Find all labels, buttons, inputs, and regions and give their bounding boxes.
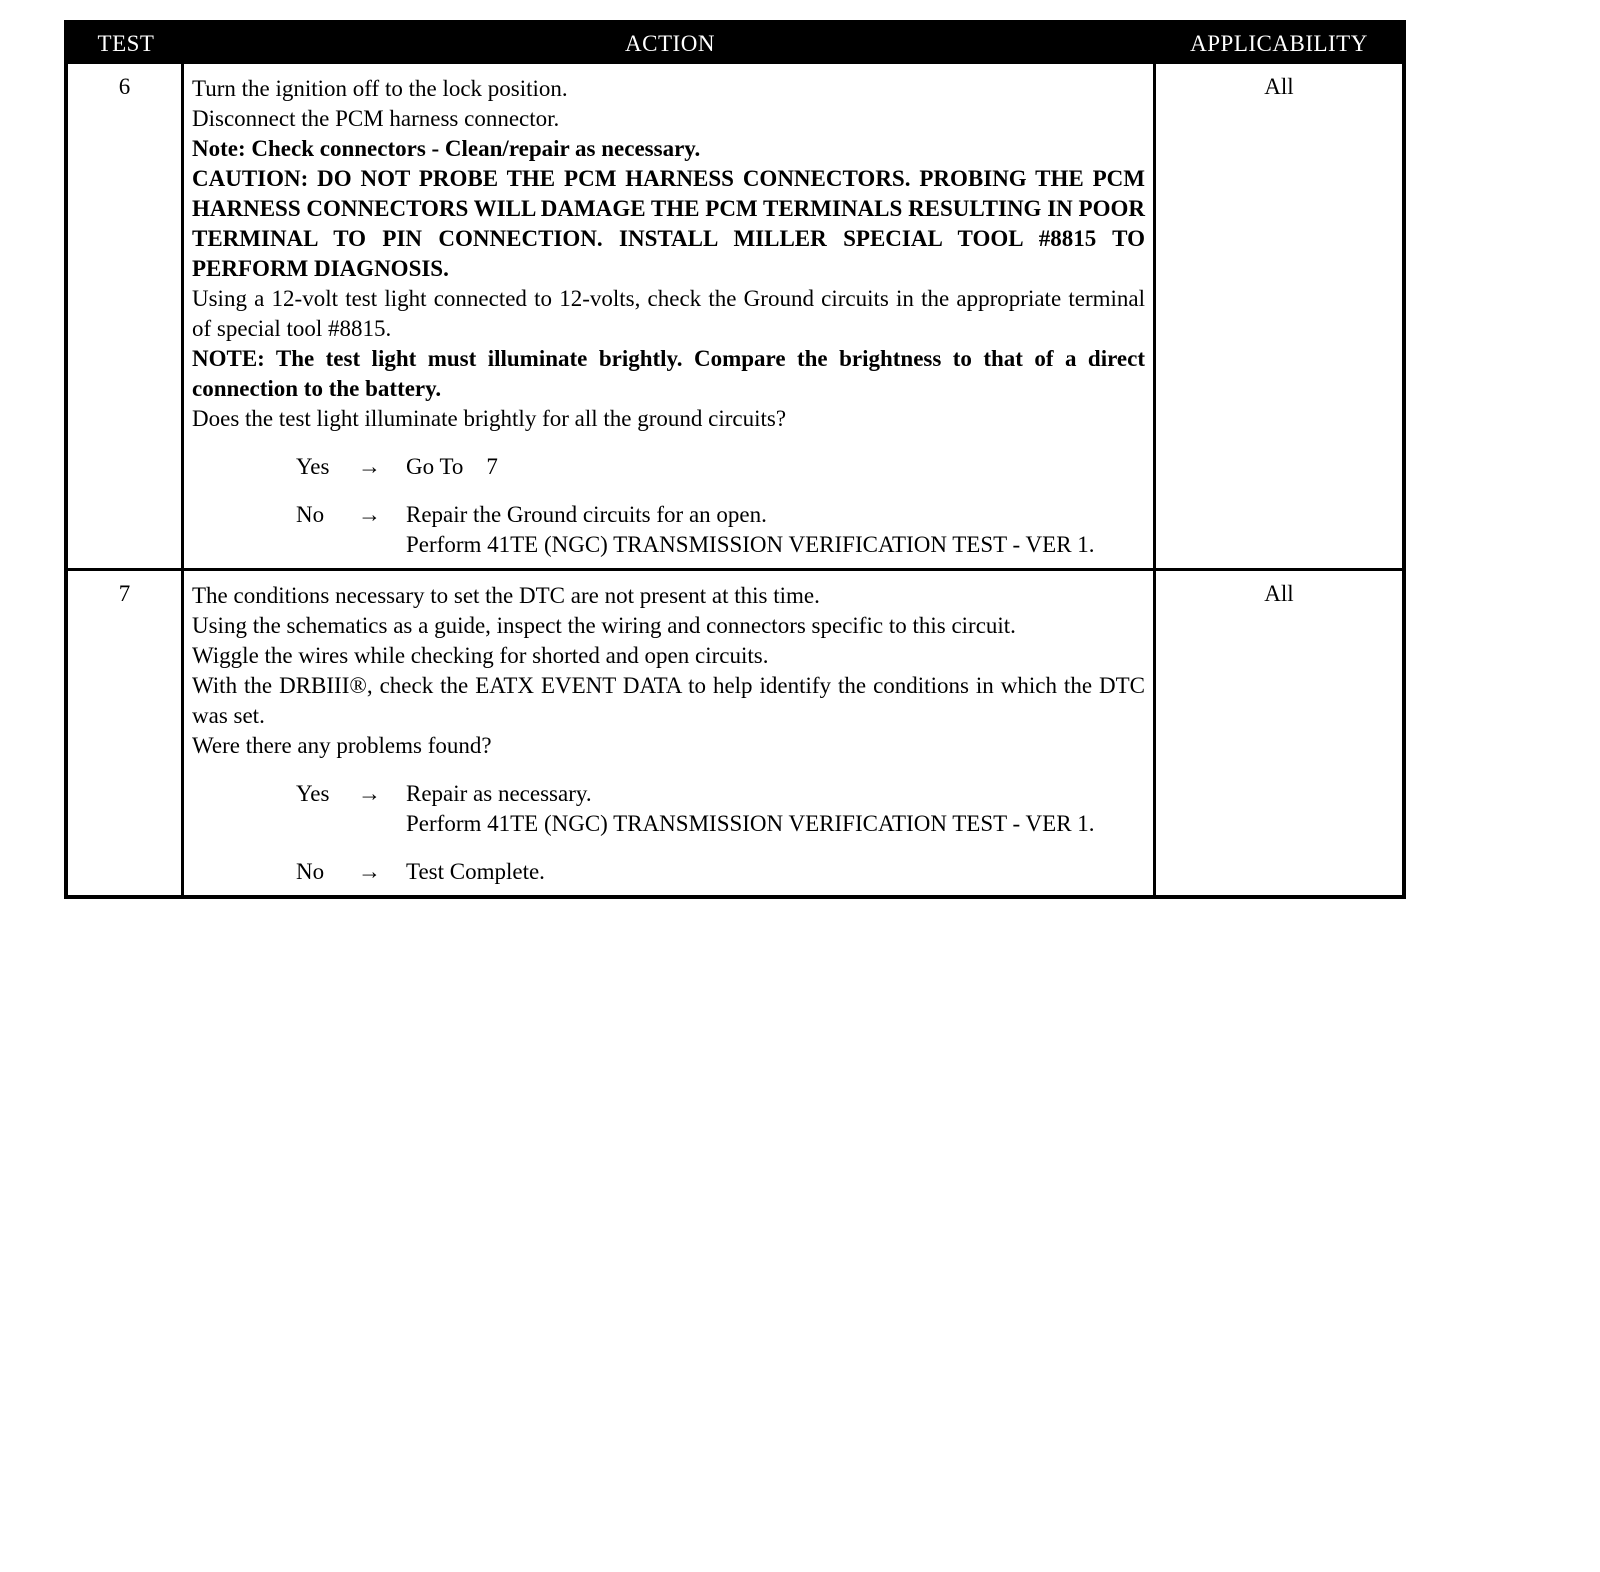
header-test: TEST [97, 31, 155, 56]
test-number: 7 [68, 571, 184, 895]
instruction-text: Turn the ignition off to the lock position. [192, 76, 568, 101]
answer-text [406, 779, 1145, 839]
instruction-text: Disconnect the PCM harness connector. [192, 106, 560, 131]
answer-item [192, 500, 1145, 560]
arrow-icon: → [358, 859, 381, 884]
answer-label: Yes [296, 781, 330, 806]
arrow-icon: → [358, 454, 381, 479]
table-row [68, 64, 1402, 568]
instruction-text: Were there any problems found? [192, 733, 492, 758]
answer-text [406, 857, 1145, 887]
note-text: NOTE: The test light must illuminate brightly. Compare the brightness to that of a direct connection to the battery. [192, 346, 1145, 401]
header-applicability: APPLICABILITY [1190, 31, 1368, 56]
diagnostic-table [64, 20, 1406, 899]
table-header [68, 24, 1402, 64]
answer-label: No [296, 859, 325, 884]
answer-line: Perform 41TE (NGC) TRANSMISSION VERIFICATION TEST - VER 1. [406, 811, 1095, 836]
answer-item [192, 452, 1145, 482]
table-row [68, 568, 1402, 895]
answer-label: No [296, 502, 325, 527]
instruction-text: Using the schematics as a guide, inspect the wiring and connectors specific to this circuit. [192, 613, 1016, 638]
answer-line: Test Complete. [406, 859, 545, 884]
instruction-text: With the DRBIII®, check the EATX EVENT DATA to help identify the conditions in which the DTC was set. [192, 673, 1145, 728]
applicability-cell: All [1264, 581, 1294, 606]
note-text: Note: Check connectors - Clean/repair as necessary. [192, 136, 701, 161]
answer-line: Perform 41TE (NGC) TRANSMISSION VERIFICATION TEST - VER 1. [406, 532, 1095, 557]
answer-text [406, 500, 1145, 560]
action-cell [184, 571, 1156, 895]
answer-item [192, 779, 1145, 839]
instruction-text: The conditions necessary to set the DTC are not present at this time. [192, 583, 820, 608]
table-body [68, 64, 1402, 895]
instruction-text: Does the test light illuminate brightly for all the ground circuits? [192, 406, 787, 431]
answer-item [192, 857, 1145, 887]
arrow-icon: → [358, 502, 381, 527]
applicability-cell: All [1264, 74, 1294, 99]
note-text: CAUTION: DO NOT PROBE THE PCM HARNESS CONNECTORS. PROBING THE PCM HARNESS CONNECTORS WILL DAMAGE THE PCM TERMINALS RESULTING IN POOR TERMINAL TO PIN CONNECTION. INSTALL MILLER SPECIAL TOOL #8815 TO PERFORM DIAGNOSIS. [192, 166, 1145, 281]
answer-list [192, 779, 1145, 887]
answer-text [406, 452, 1145, 482]
answer-line: Go To 7 [406, 454, 498, 479]
answer-line: Repair as necessary. [406, 781, 592, 806]
instruction-text: Using a 12-volt test light connected to 12-volts, check the Ground circuits in the appropriate terminal of special tool #8815. [192, 286, 1145, 341]
arrow-icon: → [358, 781, 381, 806]
answer-list [192, 452, 1145, 560]
test-number: 6 [68, 64, 184, 568]
answer-label: Yes [296, 454, 330, 479]
header-action: ACTION [625, 31, 715, 56]
answer-line: Repair the Ground circuits for an open. [406, 502, 767, 527]
instruction-text: Wiggle the wires while checking for shorted and open circuits. [192, 643, 769, 668]
action-cell [184, 64, 1156, 568]
